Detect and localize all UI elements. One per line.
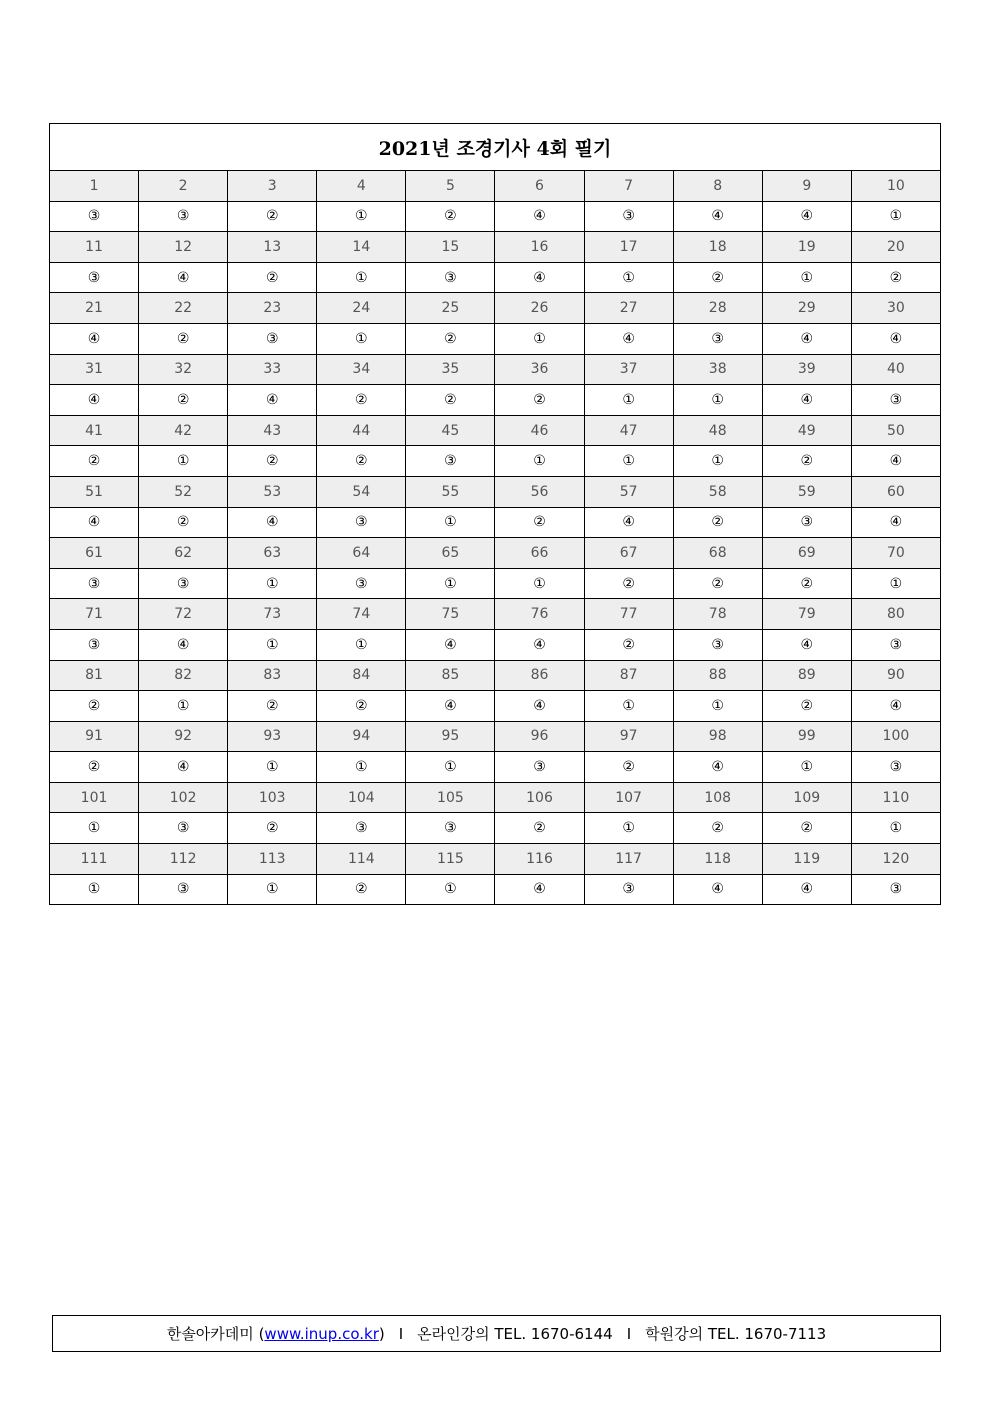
answer-cell: ① bbox=[50, 874, 139, 905]
question-number-cell: 114 bbox=[317, 844, 406, 875]
answer-cell: ① bbox=[851, 813, 940, 844]
question-number-cell: 105 bbox=[406, 782, 495, 813]
answer-cell: ① bbox=[762, 262, 851, 293]
answer-row bbox=[50, 752, 941, 783]
question-number-cell: 35 bbox=[406, 354, 495, 385]
question-number-row bbox=[50, 171, 941, 202]
question-number-cell: 37 bbox=[584, 354, 673, 385]
question-number-cell: 58 bbox=[673, 476, 762, 507]
answer-cell: ④ bbox=[495, 629, 584, 660]
answer-cell: ① bbox=[317, 262, 406, 293]
question-number-cell: 1 bbox=[50, 171, 139, 202]
question-number-row bbox=[50, 844, 941, 875]
answer-cell: ③ bbox=[495, 752, 584, 783]
answer-cell: ① bbox=[228, 874, 317, 905]
answer-cell: ④ bbox=[495, 874, 584, 905]
question-number-cell: 115 bbox=[406, 844, 495, 875]
question-number-cell: 78 bbox=[673, 599, 762, 630]
answer-cell: ④ bbox=[851, 507, 940, 538]
answer-cell: ③ bbox=[139, 201, 228, 232]
question-number-cell: 38 bbox=[673, 354, 762, 385]
answer-cell: ③ bbox=[50, 262, 139, 293]
answer-row bbox=[50, 629, 941, 660]
question-number-cell: 17 bbox=[584, 232, 673, 263]
question-number-cell: 104 bbox=[317, 782, 406, 813]
answer-cell: ③ bbox=[317, 507, 406, 538]
question-number-cell: 4 bbox=[317, 171, 406, 202]
answer-cell: ③ bbox=[317, 813, 406, 844]
answer-cell: ① bbox=[584, 446, 673, 477]
answer-cell: ② bbox=[50, 691, 139, 722]
answer-cell: ② bbox=[317, 874, 406, 905]
answer-cell: ② bbox=[228, 201, 317, 232]
question-number-cell: 36 bbox=[495, 354, 584, 385]
answer-cell: ② bbox=[762, 691, 851, 722]
question-number-cell: 9 bbox=[762, 171, 851, 202]
answer-cell: ② bbox=[762, 446, 851, 477]
answer-cell: ③ bbox=[139, 568, 228, 599]
answer-cell: ① bbox=[406, 752, 495, 783]
question-number-cell: 64 bbox=[317, 538, 406, 569]
answer-cell: ② bbox=[317, 691, 406, 722]
answer-cell: ② bbox=[228, 262, 317, 293]
answer-cell: ③ bbox=[406, 446, 495, 477]
question-number-cell: 26 bbox=[495, 293, 584, 324]
answer-row bbox=[50, 385, 941, 416]
answer-cell: ① bbox=[228, 629, 317, 660]
question-number-cell: 94 bbox=[317, 721, 406, 752]
question-number-cell: 57 bbox=[584, 476, 673, 507]
question-number-cell: 18 bbox=[673, 232, 762, 263]
answer-cell: ② bbox=[673, 262, 762, 293]
answer-cell: ③ bbox=[50, 201, 139, 232]
answer-cell: ② bbox=[673, 568, 762, 599]
question-number-cell: 82 bbox=[139, 660, 228, 691]
question-number-cell: 60 bbox=[851, 476, 940, 507]
answer-row bbox=[50, 446, 941, 477]
question-number-cell: 47 bbox=[584, 415, 673, 446]
question-number-cell: 96 bbox=[495, 721, 584, 752]
question-number-cell: 116 bbox=[495, 844, 584, 875]
answer-cell: ③ bbox=[50, 629, 139, 660]
question-number-cell: 77 bbox=[584, 599, 673, 630]
question-number-cell: 2 bbox=[139, 171, 228, 202]
answer-cell: ④ bbox=[406, 691, 495, 722]
question-number-cell: 45 bbox=[406, 415, 495, 446]
answer-cell: ② bbox=[584, 629, 673, 660]
question-number-cell: 73 bbox=[228, 599, 317, 630]
question-number-cell: 79 bbox=[762, 599, 851, 630]
question-number-cell: 28 bbox=[673, 293, 762, 324]
question-number-cell: 62 bbox=[139, 538, 228, 569]
question-number-cell: 15 bbox=[406, 232, 495, 263]
question-number-cell: 42 bbox=[139, 415, 228, 446]
question-number-cell: 66 bbox=[495, 538, 584, 569]
question-number-cell: 3 bbox=[228, 171, 317, 202]
question-number-cell: 7 bbox=[584, 171, 673, 202]
answer-cell: ② bbox=[406, 201, 495, 232]
answer-cell: ③ bbox=[673, 323, 762, 354]
answer-cell: ④ bbox=[584, 507, 673, 538]
question-number-cell: 25 bbox=[406, 293, 495, 324]
footer-separator: I bbox=[626, 1324, 632, 1343]
answer-cell: ③ bbox=[139, 874, 228, 905]
question-number-cell: 93 bbox=[228, 721, 317, 752]
footer-bar bbox=[52, 1315, 941, 1352]
footer-separator: I bbox=[398, 1324, 404, 1343]
answer-cell: ④ bbox=[50, 507, 139, 538]
answer-cell: ② bbox=[50, 446, 139, 477]
question-number-cell: 19 bbox=[762, 232, 851, 263]
answer-cell: ④ bbox=[50, 323, 139, 354]
question-number-cell: 87 bbox=[584, 660, 673, 691]
answer-cell: ④ bbox=[851, 691, 940, 722]
answer-cell: ① bbox=[317, 752, 406, 783]
answer-cell: ② bbox=[762, 568, 851, 599]
answer-cell: ④ bbox=[762, 385, 851, 416]
answer-cell: ③ bbox=[851, 385, 940, 416]
question-number-cell: 32 bbox=[139, 354, 228, 385]
answer-cell: ① bbox=[317, 323, 406, 354]
answer-row bbox=[50, 813, 941, 844]
answer-cell: ① bbox=[406, 568, 495, 599]
question-number-cell: 68 bbox=[673, 538, 762, 569]
question-number-cell: 72 bbox=[139, 599, 228, 630]
answer-cell: ② bbox=[139, 385, 228, 416]
question-number-cell: 70 bbox=[851, 538, 940, 569]
question-number-cell: 55 bbox=[406, 476, 495, 507]
question-number-cell: 44 bbox=[317, 415, 406, 446]
question-number-cell: 83 bbox=[228, 660, 317, 691]
answer-cell: ③ bbox=[762, 507, 851, 538]
answer-cell: ① bbox=[317, 201, 406, 232]
question-number-cell: 74 bbox=[317, 599, 406, 630]
question-number-cell: 76 bbox=[495, 599, 584, 630]
answer-cell: ② bbox=[228, 691, 317, 722]
answer-cell: ③ bbox=[851, 752, 940, 783]
footer-academy-name: 한솔아카데미 bbox=[166, 1325, 254, 1343]
answer-cell: ② bbox=[584, 568, 673, 599]
answer-cell: ② bbox=[673, 813, 762, 844]
question-number-cell: 56 bbox=[495, 476, 584, 507]
answer-cell: ① bbox=[851, 568, 940, 599]
question-number-cell: 71 bbox=[50, 599, 139, 630]
answer-cell: ② bbox=[406, 323, 495, 354]
answer-cell: ① bbox=[406, 874, 495, 905]
answer-cell: ④ bbox=[139, 752, 228, 783]
question-number-cell: 119 bbox=[762, 844, 851, 875]
question-number-cell: 69 bbox=[762, 538, 851, 569]
question-number-cell: 63 bbox=[228, 538, 317, 569]
answer-row bbox=[50, 262, 941, 293]
answer-row bbox=[50, 874, 941, 905]
answer-cell: ② bbox=[228, 813, 317, 844]
answer-cell: ③ bbox=[317, 568, 406, 599]
answer-row bbox=[50, 201, 941, 232]
answer-cell: ① bbox=[228, 752, 317, 783]
answer-cell: ④ bbox=[762, 874, 851, 905]
answer-cell: ② bbox=[139, 507, 228, 538]
answer-cell: ① bbox=[584, 813, 673, 844]
answer-row bbox=[50, 568, 941, 599]
question-number-cell: 95 bbox=[406, 721, 495, 752]
question-number-cell: 101 bbox=[50, 782, 139, 813]
answer-cell: ④ bbox=[762, 201, 851, 232]
question-number-cell: 118 bbox=[673, 844, 762, 875]
question-number-row bbox=[50, 415, 941, 446]
answer-cell: ④ bbox=[139, 629, 228, 660]
answer-cell: ③ bbox=[406, 813, 495, 844]
answer-cell: ④ bbox=[228, 507, 317, 538]
question-number-cell: 91 bbox=[50, 721, 139, 752]
question-number-cell: 52 bbox=[139, 476, 228, 507]
answer-cell: ④ bbox=[762, 323, 851, 354]
question-number-cell: 10 bbox=[851, 171, 940, 202]
question-number-row bbox=[50, 538, 941, 569]
answer-cell: ① bbox=[584, 691, 673, 722]
answer-cell: ② bbox=[851, 262, 940, 293]
answer-cell: ① bbox=[584, 262, 673, 293]
question-number-cell: 89 bbox=[762, 660, 851, 691]
question-number-cell: 117 bbox=[584, 844, 673, 875]
answer-cell: ④ bbox=[673, 752, 762, 783]
answer-cell: ① bbox=[406, 507, 495, 538]
question-number-cell: 107 bbox=[584, 782, 673, 813]
answer-cell: ① bbox=[50, 813, 139, 844]
question-number-cell: 84 bbox=[317, 660, 406, 691]
answer-cell: ② bbox=[139, 323, 228, 354]
footer-online-phone: 온라인강의 TEL. 1670-6144 bbox=[417, 1325, 613, 1343]
question-number-cell: 20 bbox=[851, 232, 940, 263]
question-number-cell: 51 bbox=[50, 476, 139, 507]
footer-academy-phone: 학원강의 TEL. 1670-7113 bbox=[645, 1325, 827, 1343]
answer-cell: ① bbox=[673, 691, 762, 722]
answer-cell: ④ bbox=[50, 385, 139, 416]
question-number-cell: 21 bbox=[50, 293, 139, 324]
answer-cell: ③ bbox=[584, 201, 673, 232]
question-number-cell: 100 bbox=[851, 721, 940, 752]
answer-cell: ③ bbox=[406, 262, 495, 293]
answer-cell: ① bbox=[673, 446, 762, 477]
question-number-row bbox=[50, 599, 941, 630]
answer-cell: ② bbox=[762, 813, 851, 844]
answer-cell: ① bbox=[317, 629, 406, 660]
page-title: 2021년 조경기사 4회 필기 bbox=[50, 124, 941, 171]
answer-cell: ① bbox=[495, 446, 584, 477]
question-number-cell: 27 bbox=[584, 293, 673, 324]
answer-cell: ② bbox=[317, 385, 406, 416]
question-number-cell: 81 bbox=[50, 660, 139, 691]
question-number-cell: 109 bbox=[762, 782, 851, 813]
answer-cell: ② bbox=[228, 446, 317, 477]
answer-cell: ① bbox=[584, 385, 673, 416]
question-number-cell: 22 bbox=[139, 293, 228, 324]
question-number-cell: 30 bbox=[851, 293, 940, 324]
question-number-row bbox=[50, 476, 941, 507]
answer-cell: ① bbox=[762, 752, 851, 783]
question-number-cell: 5 bbox=[406, 171, 495, 202]
question-number-row bbox=[50, 782, 941, 813]
question-number-cell: 8 bbox=[673, 171, 762, 202]
question-number-cell: 59 bbox=[762, 476, 851, 507]
question-number-row bbox=[50, 232, 941, 263]
answer-cell: ④ bbox=[673, 874, 762, 905]
answer-cell: ④ bbox=[762, 629, 851, 660]
answer-cell: ① bbox=[495, 323, 584, 354]
answer-cell: ② bbox=[50, 752, 139, 783]
question-number-cell: 113 bbox=[228, 844, 317, 875]
question-number-cell: 67 bbox=[584, 538, 673, 569]
question-number-row bbox=[50, 721, 941, 752]
question-number-cell: 54 bbox=[317, 476, 406, 507]
question-number-cell: 12 bbox=[139, 232, 228, 263]
answer-cell: ② bbox=[495, 385, 584, 416]
answer-cell: ② bbox=[673, 507, 762, 538]
question-number-cell: 24 bbox=[317, 293, 406, 324]
question-number-cell: 112 bbox=[139, 844, 228, 875]
answer-cell: ③ bbox=[673, 629, 762, 660]
answer-cell: ③ bbox=[139, 813, 228, 844]
question-number-cell: 40 bbox=[851, 354, 940, 385]
question-number-cell: 103 bbox=[228, 782, 317, 813]
answer-cell: ③ bbox=[584, 874, 673, 905]
question-number-cell: 90 bbox=[851, 660, 940, 691]
footer-open-paren: ( bbox=[258, 1324, 265, 1343]
question-number-cell: 97 bbox=[584, 721, 673, 752]
question-number-cell: 16 bbox=[495, 232, 584, 263]
question-number-cell: 111 bbox=[50, 844, 139, 875]
answer-cell: ② bbox=[495, 813, 584, 844]
question-number-cell: 23 bbox=[228, 293, 317, 324]
question-number-cell: 41 bbox=[50, 415, 139, 446]
title-row bbox=[50, 124, 941, 171]
answer-cell: ④ bbox=[495, 201, 584, 232]
question-number-cell: 13 bbox=[228, 232, 317, 263]
answer-cell: ① bbox=[851, 201, 940, 232]
answer-cell: ③ bbox=[851, 874, 940, 905]
question-number-cell: 53 bbox=[228, 476, 317, 507]
answer-cell: ④ bbox=[673, 201, 762, 232]
question-number-cell: 50 bbox=[851, 415, 940, 446]
answer-cell: ④ bbox=[228, 385, 317, 416]
answer-cell: ② bbox=[406, 385, 495, 416]
question-number-cell: 29 bbox=[762, 293, 851, 324]
question-number-cell: 33 bbox=[228, 354, 317, 385]
question-number-cell: 88 bbox=[673, 660, 762, 691]
question-number-cell: 102 bbox=[139, 782, 228, 813]
answer-row bbox=[50, 691, 941, 722]
question-number-cell: 39 bbox=[762, 354, 851, 385]
answer-cell: ① bbox=[139, 691, 228, 722]
answer-cell: ② bbox=[317, 446, 406, 477]
question-number-cell: 46 bbox=[495, 415, 584, 446]
answer-cell: ① bbox=[139, 446, 228, 477]
question-number-cell: 98 bbox=[673, 721, 762, 752]
question-number-row bbox=[50, 660, 941, 691]
question-number-cell: 34 bbox=[317, 354, 406, 385]
answer-cell: ④ bbox=[495, 262, 584, 293]
answer-table bbox=[49, 123, 941, 905]
question-number-cell: 48 bbox=[673, 415, 762, 446]
answer-row bbox=[50, 323, 941, 354]
question-number-row bbox=[50, 354, 941, 385]
answer-cell: ④ bbox=[139, 262, 228, 293]
question-number-cell: 14 bbox=[317, 232, 406, 263]
question-number-cell: 49 bbox=[762, 415, 851, 446]
question-number-cell: 11 bbox=[50, 232, 139, 263]
question-number-cell: 110 bbox=[851, 782, 940, 813]
question-number-row bbox=[50, 293, 941, 324]
question-number-cell: 65 bbox=[406, 538, 495, 569]
answer-cell: ② bbox=[584, 752, 673, 783]
question-number-cell: 61 bbox=[50, 538, 139, 569]
question-number-cell: 92 bbox=[139, 721, 228, 752]
answer-cell: ② bbox=[495, 507, 584, 538]
question-number-cell: 106 bbox=[495, 782, 584, 813]
question-number-cell: 31 bbox=[50, 354, 139, 385]
answer-row bbox=[50, 507, 941, 538]
question-number-cell: 108 bbox=[673, 782, 762, 813]
question-number-cell: 85 bbox=[406, 660, 495, 691]
answer-cell: ① bbox=[228, 568, 317, 599]
footer-close-paren: ) bbox=[378, 1324, 385, 1343]
answer-cell: ③ bbox=[228, 323, 317, 354]
answer-cell: ④ bbox=[851, 446, 940, 477]
footer-website-link[interactable]: www.inup.co.kr bbox=[264, 1324, 379, 1343]
answer-cell: ③ bbox=[50, 568, 139, 599]
answer-cell: ④ bbox=[406, 629, 495, 660]
answer-cell: ④ bbox=[851, 323, 940, 354]
answer-cell: ③ bbox=[851, 629, 940, 660]
question-number-cell: 43 bbox=[228, 415, 317, 446]
answer-cell: ④ bbox=[584, 323, 673, 354]
question-number-cell: 99 bbox=[762, 721, 851, 752]
answer-cell: ① bbox=[673, 385, 762, 416]
answer-cell: ① bbox=[495, 568, 584, 599]
question-number-cell: 120 bbox=[851, 844, 940, 875]
question-number-cell: 75 bbox=[406, 599, 495, 630]
question-number-cell: 6 bbox=[495, 171, 584, 202]
answer-cell: ④ bbox=[495, 691, 584, 722]
question-number-cell: 80 bbox=[851, 599, 940, 630]
question-number-cell: 86 bbox=[495, 660, 584, 691]
